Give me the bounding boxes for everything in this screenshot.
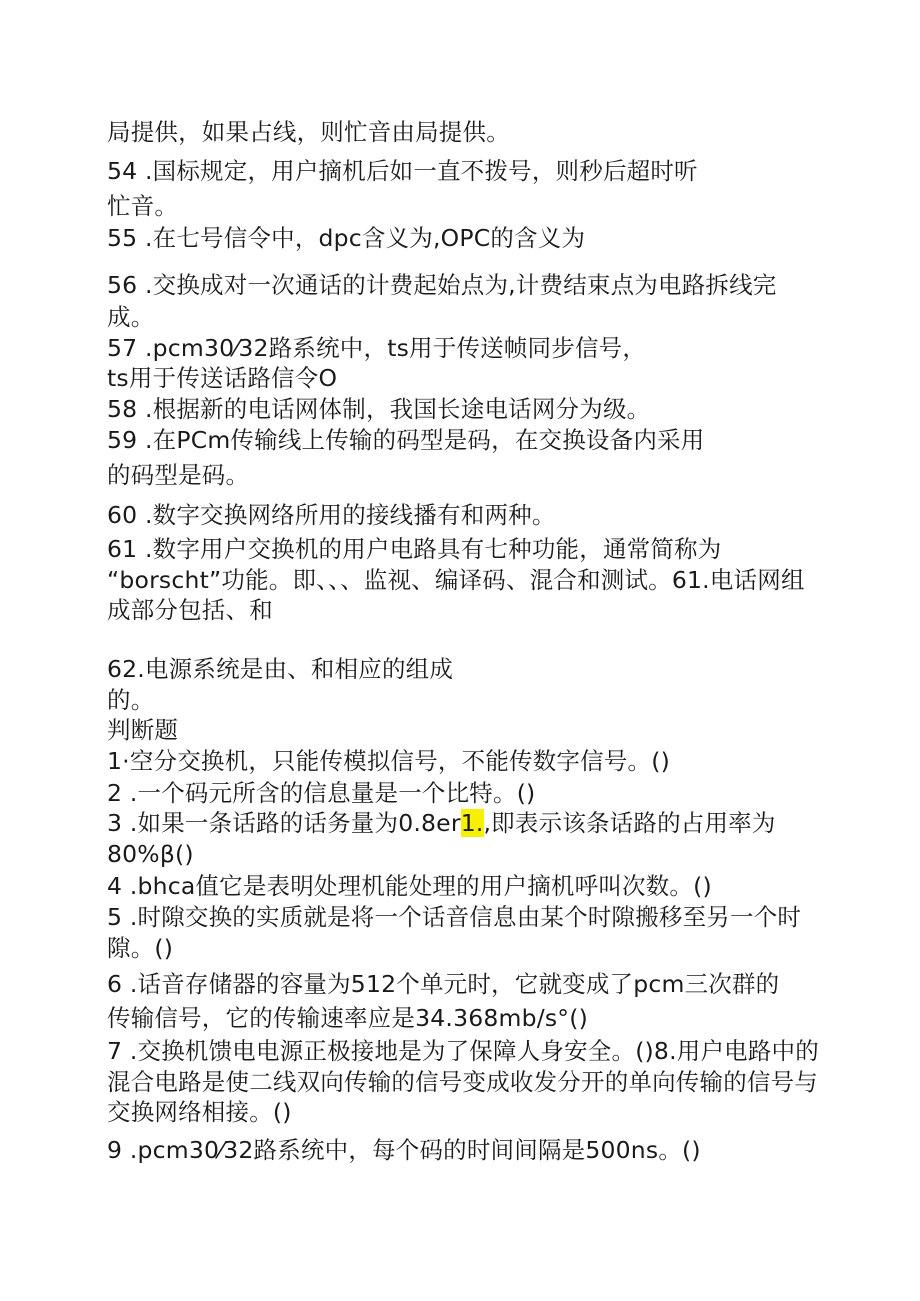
section-heading: 判断题 <box>107 716 179 744</box>
text-line: 61 .数字用户交换机的用户电路具有七种功能，通常简称为 <box>107 535 722 563</box>
text-line: 成。 <box>107 303 155 331</box>
text-line: 60 .数字交换网络所用的接线播有和两种。 <box>107 501 556 529</box>
text-line <box>107 809 776 837</box>
text-line: 交换网络相接。() <box>107 1098 292 1126</box>
text-line: 的。 <box>107 686 155 714</box>
text-line: 59 .在PCm传输线上传输的码型是码，在交换设备内采用 <box>107 426 705 454</box>
text-line: 55 .在七号信令中，dpc含义为,OPC的含义为 <box>107 224 586 252</box>
text-line: 2 .一个码元所含的信息量是一个比特。() <box>107 779 536 807</box>
text-segment: 3 .如果一条话路的话务量为0.8er <box>107 809 461 837</box>
text-line: 6 .话音存储器的容量为512个单元时，它就变成了pcm三次群的 <box>107 970 780 998</box>
text-line: 54 .国标规定，用户摘机后如一直不拨号，则秒后超时听 <box>107 157 698 185</box>
text-line: 4 .bhca值它是表明处理机能处理的用户摘机呼叫次数。() <box>107 872 712 900</box>
text-line: 局提供，如果占线，则忙音由局提供。 <box>107 118 510 146</box>
text-line: 的码型是码。 <box>107 461 250 489</box>
text-line: 传输信号，它的传输速率应是34.368mb∕s°() <box>107 1004 588 1032</box>
text-line: 5 .时隙交换的实质就是将一个话音信息由某个时隙搬移至另一个时 <box>107 903 802 931</box>
text-line: 57 .pcm30⁄32路系统中，ts用于传送帧同步信号， <box>107 334 647 362</box>
text-line: 成部分包括、和 <box>107 596 273 624</box>
text-line: 58 .根据新的电话网体制，我国长途电话网分为级。 <box>107 395 651 423</box>
text-line: 7 .交换机馈电电源正极接地是为了保障人身安全。()8.用户电路中的 <box>107 1037 819 1065</box>
text-line: 混合电路是使二线双向传输的信号变成收发分开的单向传输的信号与 <box>107 1068 818 1096</box>
text-line: 9 .pcm30⁄32路系统中，每个码的时间间隔是500ns。() <box>107 1136 701 1164</box>
text-line: 1·空分交换机，只能传模拟信号，不能传数字信号。() <box>107 747 670 775</box>
text-line: 忙音。 <box>107 192 179 220</box>
text-line: 62.电源系统是由、和相应的组成 <box>107 655 454 683</box>
text-line: 56 .交换成对一次通话的计费起始点为,计费结束点为电路拆线完 <box>107 271 777 299</box>
text-line: 隙。() <box>107 934 174 962</box>
text-line: 80%β() <box>107 840 194 868</box>
text-line: ts用于传送话路信令O <box>107 364 338 392</box>
text-line: “borscht”功能。即、、、监视、编译码、混合和测试。61.电话网组 <box>107 566 805 594</box>
text-segment: ,即表示该条话路的占用率为 <box>483 809 776 837</box>
highlighted-text: 1. <box>460 809 484 837</box>
